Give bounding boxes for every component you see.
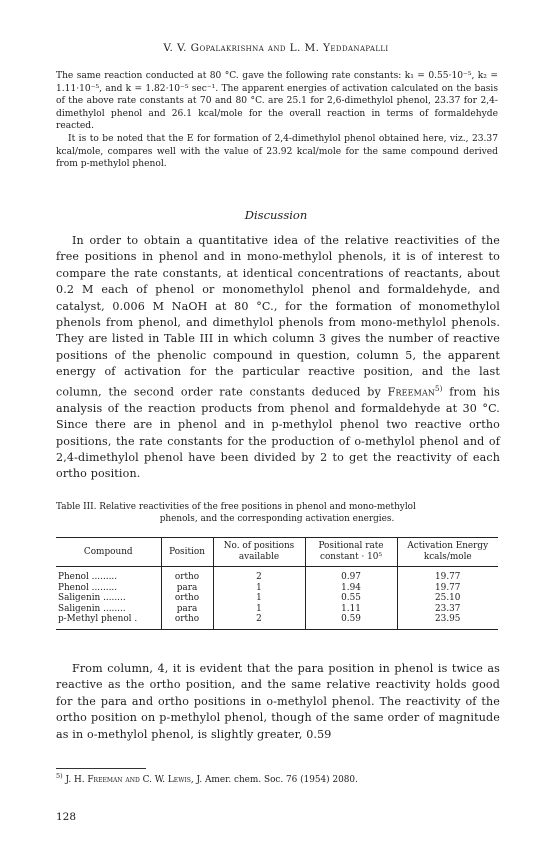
- footnote-reference: 5): [435, 384, 443, 393]
- reactivity-table: [56, 537, 498, 630]
- intro-paragraph-2: It is to be noted that the E for formation of 2,4-dimethylol phenol obtained here, viz., 23.37 kcal/mole, compares well with the value of 23.92 kcal/mole for the same compound derived from p-methylol phenol.: [56, 133, 498, 170]
- table-caption-line-1: Table III. Relative reactivities of the free positions in phenol and mono-methylol: [56, 502, 416, 512]
- footnote-mark: 5): [56, 772, 63, 780]
- table-caption: [56, 501, 498, 526]
- footnote-authors: J. H. Freeman and C. W. Lewis,: [65, 774, 194, 785]
- closing-paragraph: [56, 661, 500, 743]
- header-positions-available: No. of positions available: [213, 538, 305, 567]
- header-activation-energy: Activation Energy kcals/mole: [397, 538, 498, 567]
- cell-available: 1: [213, 604, 305, 615]
- running-header: V. V. Gopalakrishna and L. M. Yeddanapalli: [163, 42, 389, 54]
- footnote-divider: [56, 768, 146, 769]
- cell-position: ortho: [161, 593, 213, 604]
- cell-energy: 19.77: [397, 583, 498, 594]
- header-compound: Compound: [56, 538, 161, 567]
- cell-available: 2: [213, 614, 305, 629]
- discussion-text-start: In order to obtain a quantitative idea of the relative reactivities of the free positions in phenol and in mono-methylol phenols, it is of interest to compare the rate constants, at identical concentrations of reactants, about 0.2 M each of phenol or monomethylol phenol and formaldehyde, and catalyst, 0.006 M NaOH at 80 °C., for the formation of monomethylol phenols from phenol, and dimethylol phenols from mono-methylol phenols. They are listed in Table III in which column 3 gives the number of reactive positions of the phenolic compound in question, column 5, the apparent energy of activation for the particular reactive position, and the last column, the second order rate constants deduced by: [56, 234, 500, 399]
- cell-compound: p-Methyl phenol .: [56, 614, 161, 629]
- footnote-citation: J. Amer. chem. Soc. 76 (1954) 2080.: [193, 774, 358, 785]
- cell-energy: 25.10: [397, 593, 498, 604]
- cell-compound: Phenol .........: [58, 582, 118, 593]
- cell-rate: 0.97: [305, 567, 397, 583]
- table-row: [56, 614, 498, 629]
- cell-compound: Phenol .........: [58, 572, 118, 582]
- cell-rate: 0.55: [305, 593, 397, 604]
- cell-rate: 1.11: [305, 604, 397, 615]
- cell-available: 2: [213, 567, 305, 583]
- discussion-text-end: from his analysis of the reaction products from phenol and formaldehyde at 30 °C. Since there are in phenol and in p-methylol phenol two reactive ortho positions, the rate constants for the production of o-methylol phenol and of 2,4-dimethylol phenol have been divided by 2 to get the reactivity of each ortho position.: [56, 385, 500, 481]
- header-rate-constant: Positional rate constant · 10⁵: [305, 538, 397, 567]
- cell-position: para: [161, 583, 213, 594]
- cell-available: 1: [213, 593, 305, 604]
- page-number: 128: [56, 811, 77, 823]
- table-header-row: [56, 538, 498, 567]
- cell-position: ortho: [161, 567, 213, 583]
- table-row: [56, 604, 498, 615]
- discussion-paragraph: [56, 233, 500, 483]
- cell-available: 1: [213, 583, 305, 594]
- cell-compound: Saligenin ........: [58, 593, 126, 604]
- author-name-freeman: Freeman: [387, 385, 436, 399]
- footnote: [56, 772, 498, 785]
- intro-block: [56, 70, 498, 171]
- cell-position: ortho: [161, 614, 213, 629]
- cell-rate: 1.94: [305, 583, 397, 594]
- closing-text: From column, 4, it is evident that the para position in phenol is twice as reactive as the ortho position, and the same relative reactivity holds good for the para and ortho positions in o-methylol phenol. The reactivity of the ortho position on p-methylol phenol, though of the same order of magnitude as in o-methylol phenol, is slightly greater, 0.59: [56, 662, 500, 741]
- cell-energy: 19.77: [397, 567, 498, 583]
- table-row: [56, 593, 498, 604]
- cell-energy: 23.95: [397, 614, 498, 629]
- table-row: [56, 567, 498, 583]
- header-position: Position: [161, 538, 213, 567]
- cell-compound: Saligenin ........: [58, 603, 126, 614]
- table-caption-line-2: phenols, and the corresponding activation energies.: [159, 514, 395, 525]
- cell-energy: 23.37: [397, 604, 498, 615]
- cell-rate: 0.59: [305, 614, 397, 629]
- table-row: [56, 583, 498, 594]
- intro-paragraph-1: The same reaction conducted at 80 °C. gave the following rate constants: k₁ = 0.55·10⁻⁵, k₂ = 1.11·10⁻⁵, and k = 1.82·10⁻⁵ sec⁻¹. The apparent energies of activation calculated on the basis of the above rate constants at 70 and 80 °C. are 25.1 for 2,6-dimethylol phenol, 23.37 for 2,4-dimethylol phenol and 26.1 kcal/mole for the overall reaction in terms of formaldehyde reacted.: [56, 71, 498, 132]
- section-heading: Discussion: [244, 208, 308, 222]
- cell-position: para: [161, 604, 213, 615]
